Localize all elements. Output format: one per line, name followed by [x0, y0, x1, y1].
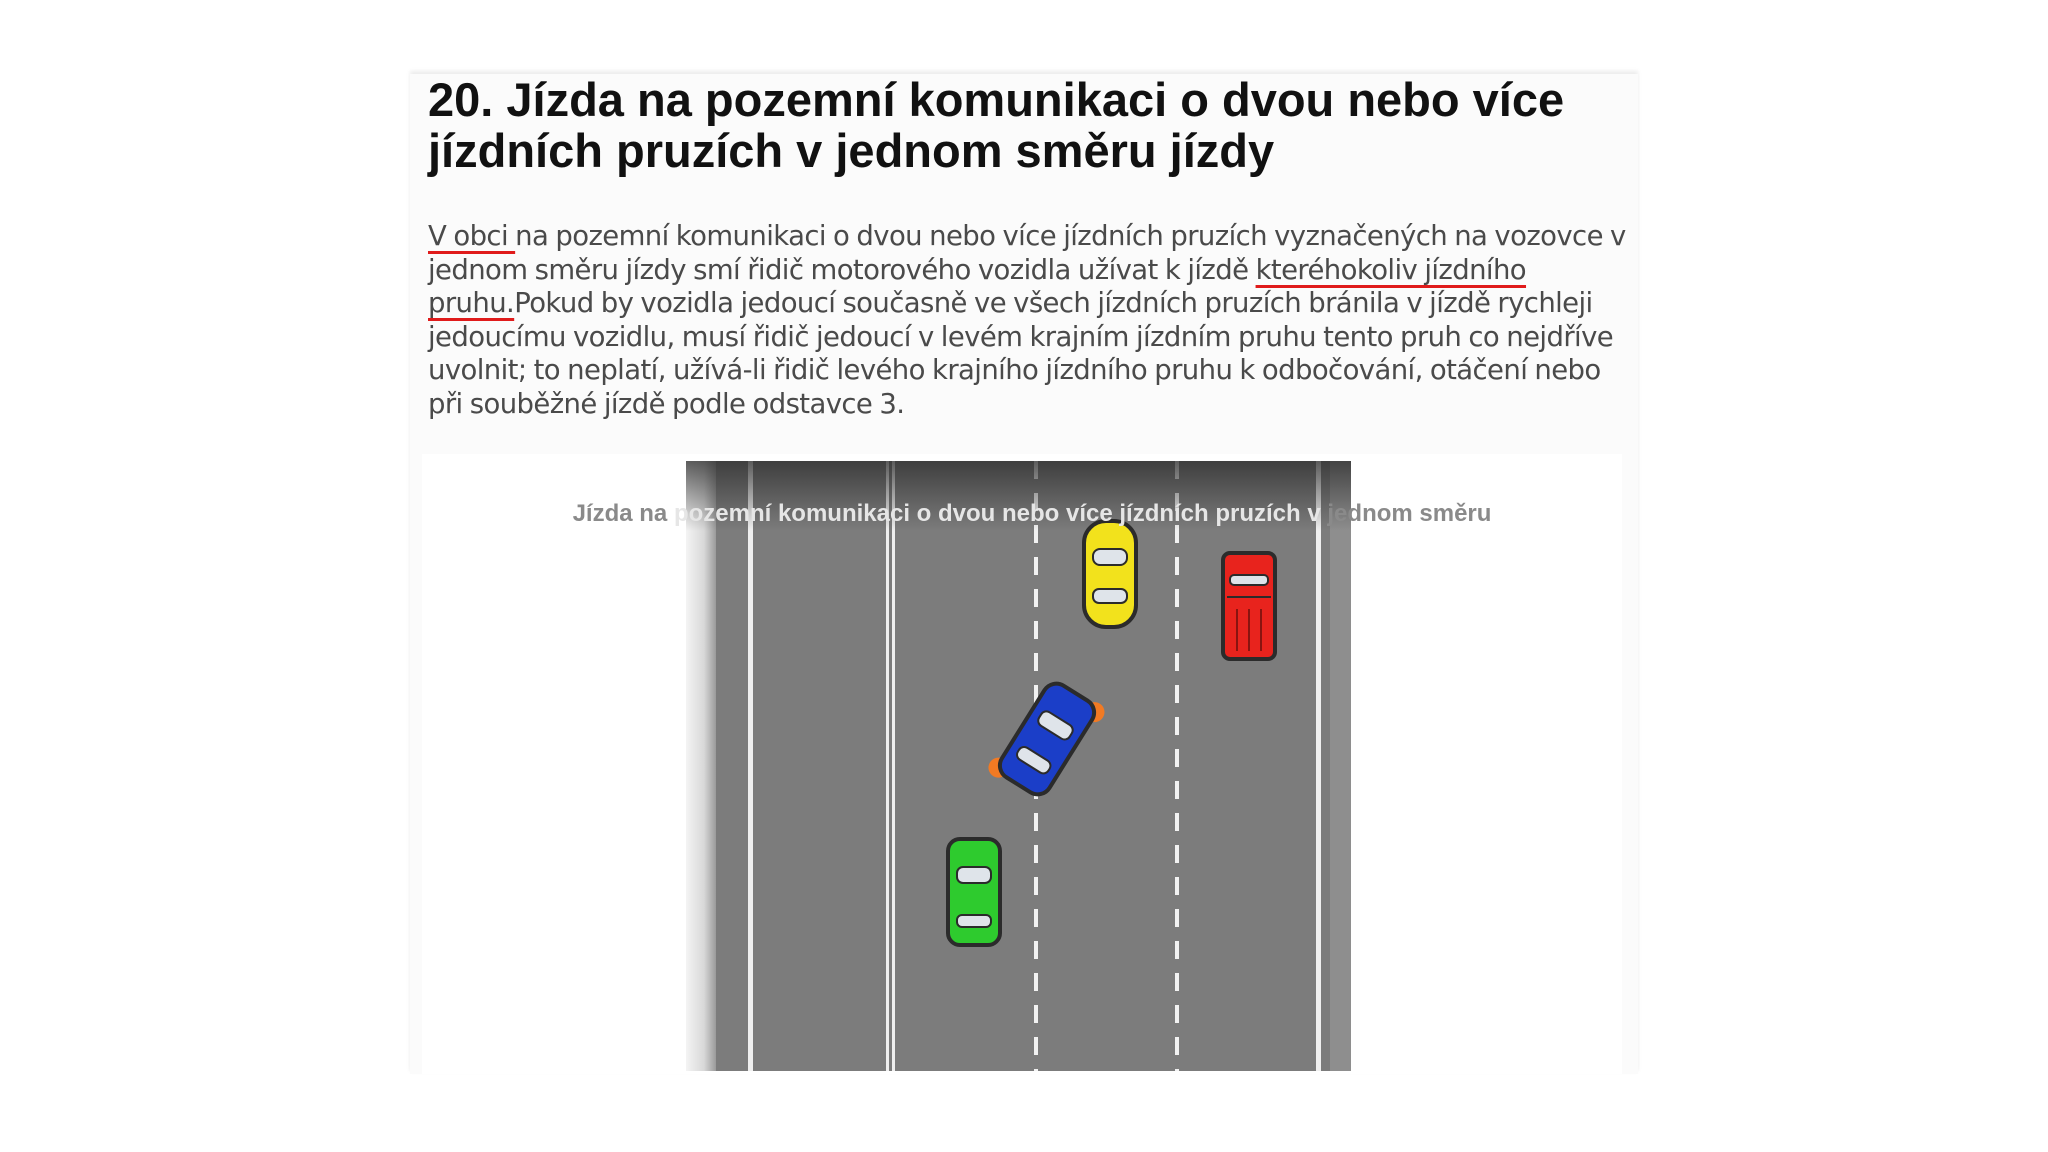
page-title: 20. Jízda na pozemní komunikaci o dvou nebo více jízdních pruzích v jednom směru jízdy: [428, 73, 1565, 177]
green-car: [948, 839, 1000, 945]
caption-end: jednom směru: [1320, 500, 1492, 527]
road-illustration[interactable]: [686, 461, 1351, 1071]
caption-start: Jízda na: [572, 500, 674, 527]
road-left-edge: [686, 461, 716, 1071]
article: [410, 74, 1638, 1074]
caption-middle: pozemní komunikaci o dvou nebo více jízdních pruzích v: [673, 500, 1321, 527]
paragraph-text-1: na pozemní komunikaci o dvou nebo více jízdních pruzích vyznačených na vozovce v jednom směru jízdy smí řidič motorového vozidla užívat k jízdě: [428, 220, 1626, 286]
paragraph-text-2: Pokud by vozidla jedoucí současně ve všech jízdních pruzích bránila v jízdě rychleji jedoucímu vozidlu, musí řidič jedoucí v levém krajním jízdním pruhu tento pruh co nejdříve uvolnit; to neplatí, užívá-li řidič levého krajního jízdního pruhu k odbočování, otáčení nebo při souběžné jízdě podle odstavce 3.: [428, 287, 1614, 420]
double-line-a: [886, 461, 889, 1071]
road-drawing: [686, 461, 1351, 1071]
video-caption: [532, 494, 1532, 534]
underlined-any-lane: kteréhokoliv jízdního pruhu.: [428, 253, 1527, 319]
illustration-figure: [422, 454, 1622, 1074]
double-line-b: [892, 461, 895, 1071]
road-right-edge: [1330, 461, 1351, 1071]
solid-line-left: [748, 461, 753, 1071]
article-paragraph: [428, 220, 1628, 421]
yellow-car: [1084, 521, 1136, 627]
solid-line-right: [1316, 461, 1321, 1071]
underlined-in-town: V obci: [428, 220, 516, 252]
red-car: [1223, 553, 1275, 659]
